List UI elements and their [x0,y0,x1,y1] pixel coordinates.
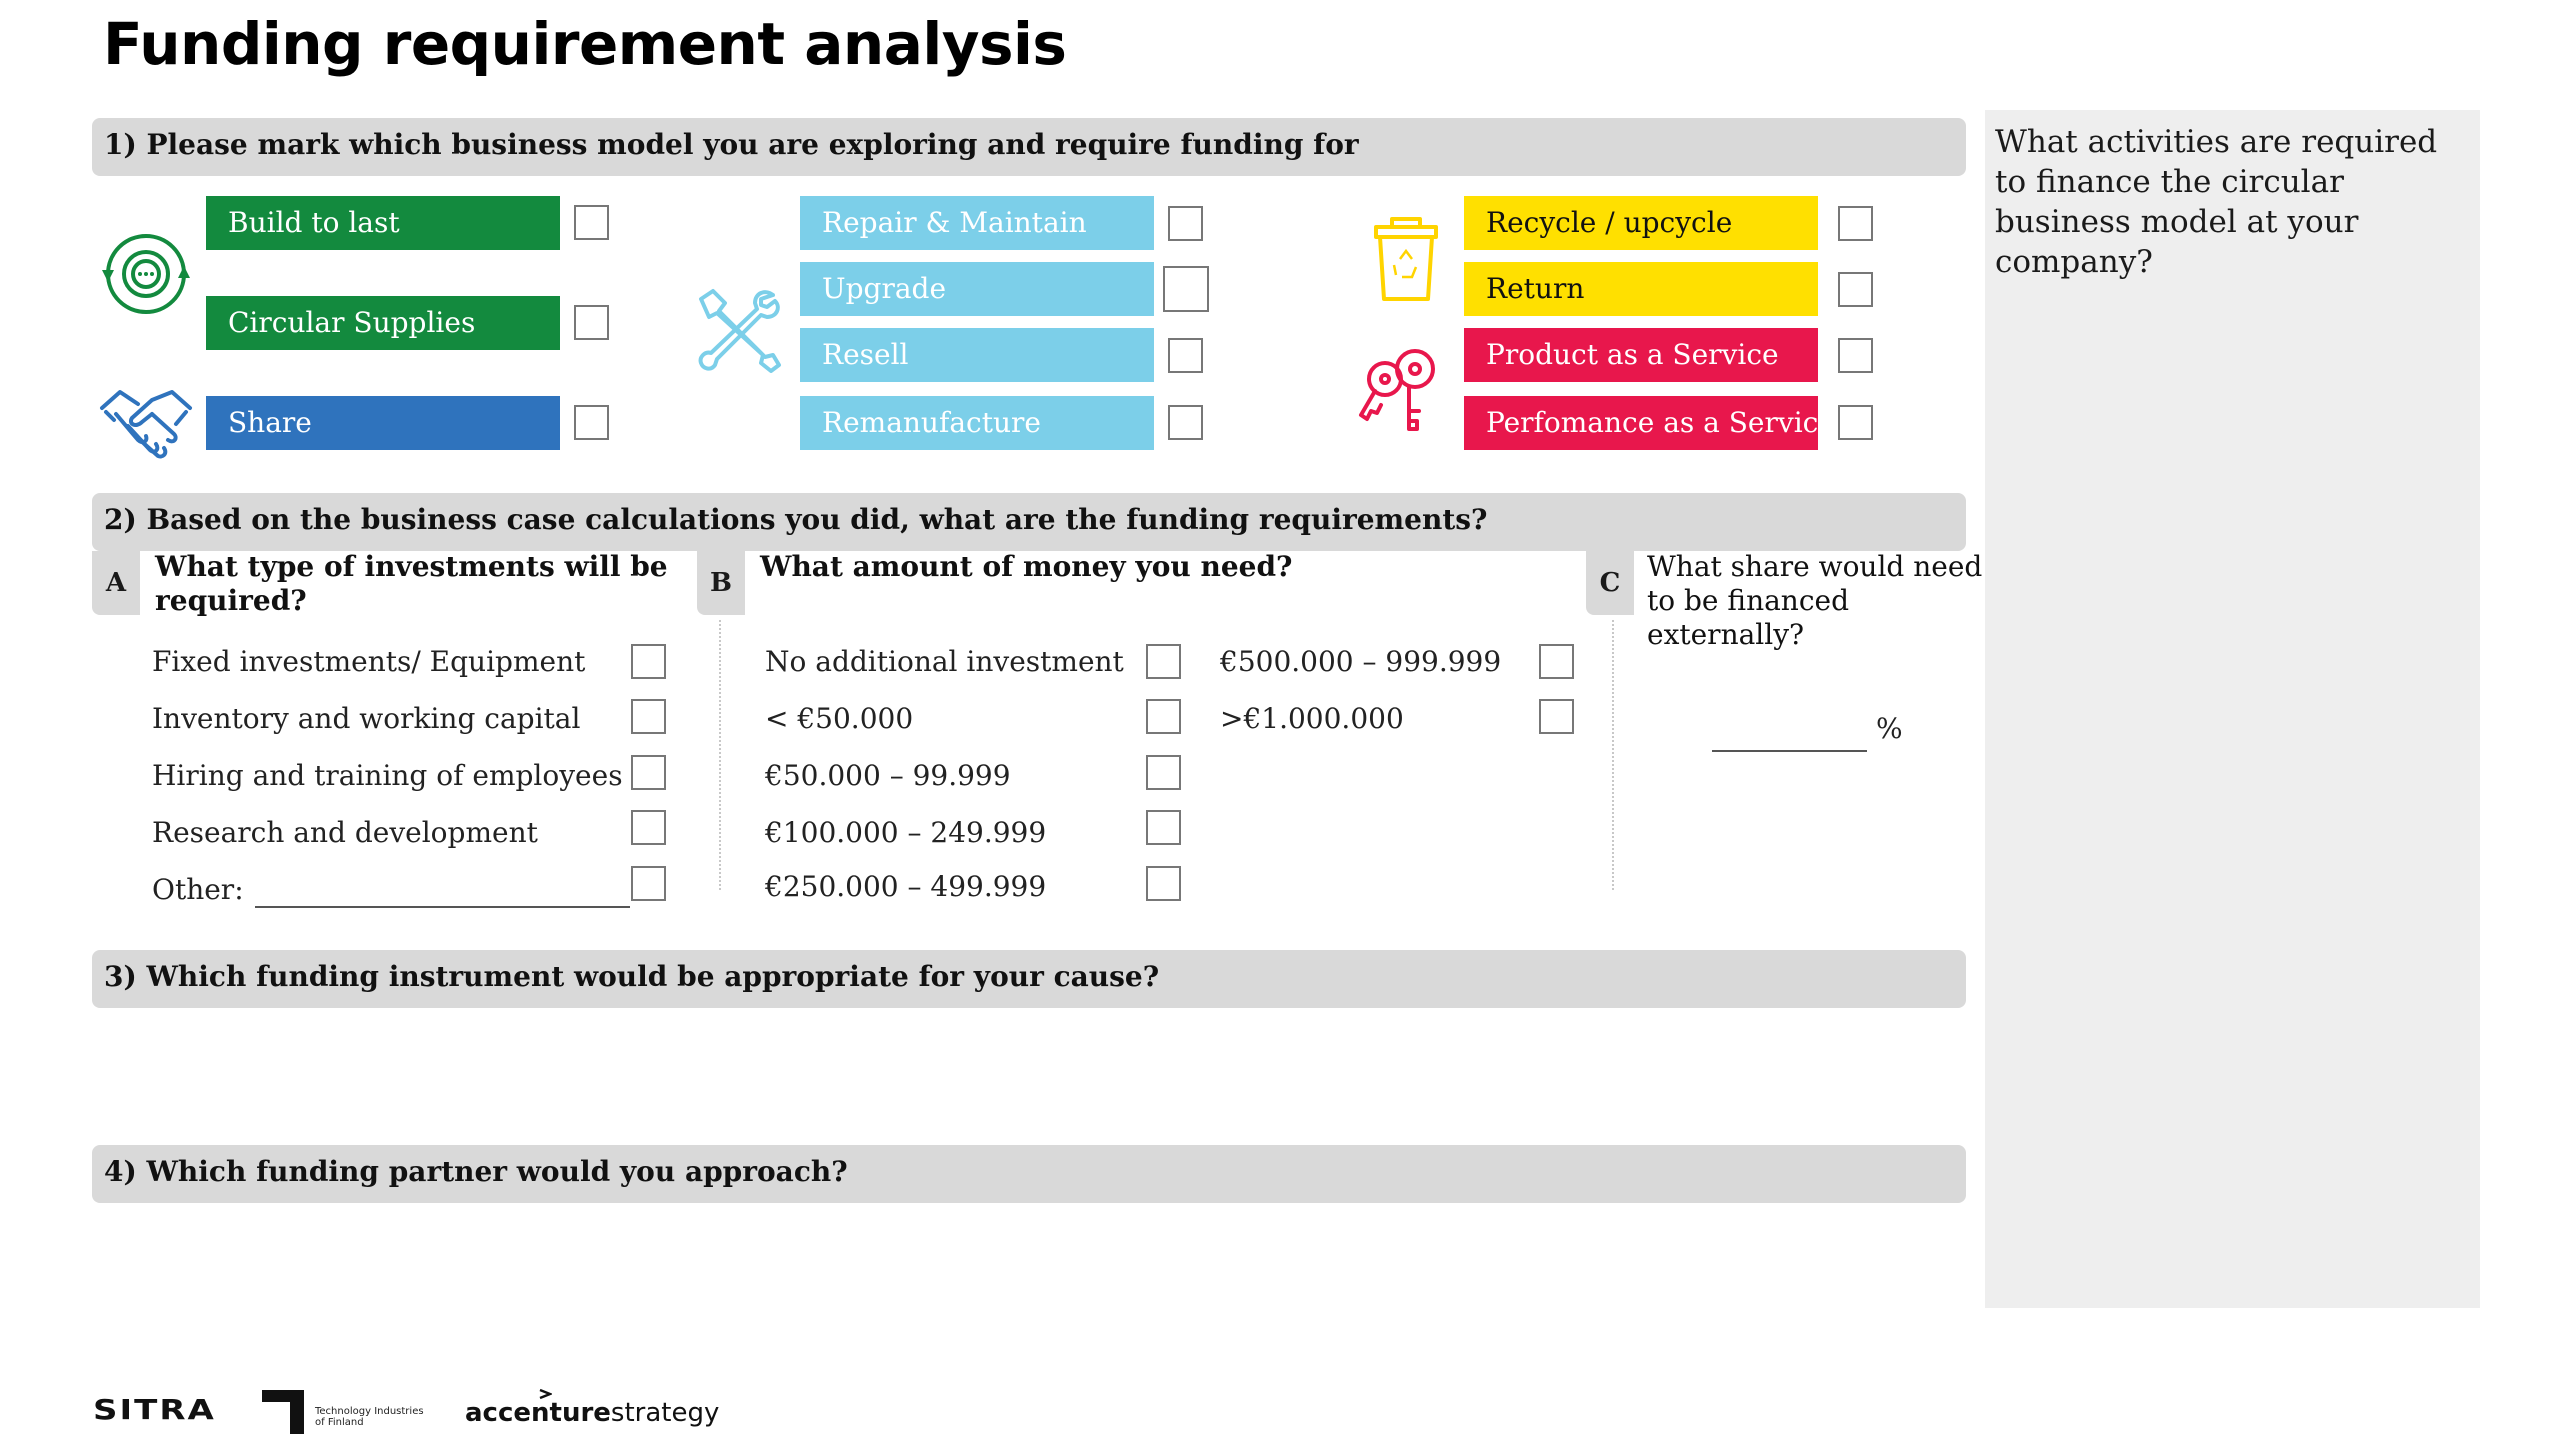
bm-remanufacture[interactable]: Remanufacture [800,396,1154,450]
checkbox-performance-as-a-service[interactable] [1838,405,1873,440]
checkbox-research-development[interactable] [631,810,666,845]
bm-performance-as-a-service[interactable]: Perfomance as a Service [1464,396,1818,450]
amount-option-label: €250.000 – 499.999 [765,870,1047,903]
checkbox-inventory-working-capital[interactable] [631,699,666,734]
bm-product-as-a-service[interactable]: Product as a Service [1464,328,1818,382]
checkbox-other[interactable] [631,866,666,901]
checkbox-under-50000[interactable] [1146,699,1181,734]
divider [719,620,721,890]
checkbox-share[interactable] [574,405,609,440]
investment-option-label: Inventory and working capital [152,702,581,735]
checkbox-product-as-a-service[interactable] [1838,338,1873,373]
activities-panel[interactable] [1985,110,2480,1308]
bm-share[interactable]: Share [206,396,560,450]
checkbox-return[interactable] [1838,272,1873,307]
section-2-header [92,493,1966,551]
bm-recycle-upcycle[interactable]: Recycle / upcycle [1464,196,1818,250]
accenture-chevron-icon [538,1388,552,1400]
investment-option-label: Hiring and training of employees [152,759,623,792]
checkbox-resell[interactable] [1168,338,1203,373]
checkbox-upgrade[interactable] [1163,266,1209,312]
checkbox-50000-99999[interactable] [1146,755,1181,790]
external-share-input-line[interactable] [1712,750,1867,752]
part-a-letter: A [92,551,140,615]
technology-industries-logo-mark [262,1390,304,1434]
handshake-icon [98,378,194,462]
circular-arrows-icon [100,228,192,320]
checkbox-no-additional-investment[interactable] [1146,644,1181,679]
percent-unit: % [1876,712,1903,745]
checkbox-build-to-last[interactable] [574,205,609,240]
amount-option-label: >€1.000.000 [1220,702,1404,735]
section-1-header [92,118,1966,176]
accenture-strategy-logo [465,1398,719,1428]
strategy-text: strategy [610,1398,720,1428]
checkbox-repair-maintain[interactable] [1168,206,1203,241]
bm-return[interactable]: Return [1464,262,1818,316]
technology-industries-line2: of Finland [315,1417,364,1428]
bm-repair-maintain[interactable]: Repair & Maintain [800,196,1154,250]
section-3-header [92,950,1966,1008]
section-4-header [92,1145,1966,1203]
bm-build-to-last[interactable]: Build to last [206,196,560,250]
tools-icon [695,285,783,373]
keys-icon [1355,345,1445,435]
part-c-letter: C [1586,551,1634,615]
bm-resell[interactable]: Resell [800,328,1154,382]
checkbox-500000-999999[interactable] [1539,644,1574,679]
checkbox-250000-499999[interactable] [1146,866,1181,901]
checkbox-recycle-upcycle[interactable] [1838,206,1873,241]
part-b-letter: B [697,551,745,615]
page-title: Funding requirement analysis [103,10,1067,78]
recycle-bin-icon [1370,215,1442,305]
checkbox-over-1000000[interactable] [1539,699,1574,734]
checkbox-fixed-investments[interactable] [631,644,666,679]
section-4-title: 4) Which funding partner would you approach? [104,1155,848,1188]
technology-industries-text [315,1406,424,1428]
investment-option-label: Other: [152,873,244,906]
bm-upgrade[interactable]: Upgrade [800,262,1154,316]
accenture-text: accenture [465,1398,611,1428]
investment-option-label: Research and development [152,816,538,849]
technology-industries-line1: Technology Industries [315,1406,424,1417]
activities-question: What activities are required to finance the circular business model at your company? [1995,124,2438,280]
bm-circular-supplies[interactable]: Circular Supplies [206,296,560,350]
other-input-line[interactable] [255,906,630,908]
part-b-heading: What amount of money you need? [760,550,1293,583]
investment-option-label: Fixed investments/ Equipment [152,645,586,678]
section-3-title: 3) Which funding instrument would be appropriate for your cause? [104,960,1160,993]
amount-option-label: €500.000 – 999.999 [1220,645,1502,678]
amount-option-label: €100.000 – 249.999 [765,816,1047,849]
part-c-heading: What share would need to be financed externally? [1647,550,1983,651]
section-1-title: 1) Please mark which business model you are exploring and require funding for [104,128,1359,161]
part-a-heading: What type of investments will be required? [155,550,668,617]
sitra-logo: SITRA [93,1394,216,1426]
checkbox-circular-supplies[interactable] [574,305,609,340]
checkbox-100000-249999[interactable] [1146,810,1181,845]
checkbox-hiring-training[interactable] [631,755,666,790]
amount-option-label: < €50.000 [765,702,914,735]
checkbox-remanufacture[interactable] [1168,405,1203,440]
amount-option-label: No additional investment [765,645,1124,678]
divider [1612,620,1614,890]
amount-option-label: €50.000 – 99.999 [765,759,1011,792]
section-2-title: 2) Based on the business case calculations you did, what are the funding requirements? [104,503,1488,536]
